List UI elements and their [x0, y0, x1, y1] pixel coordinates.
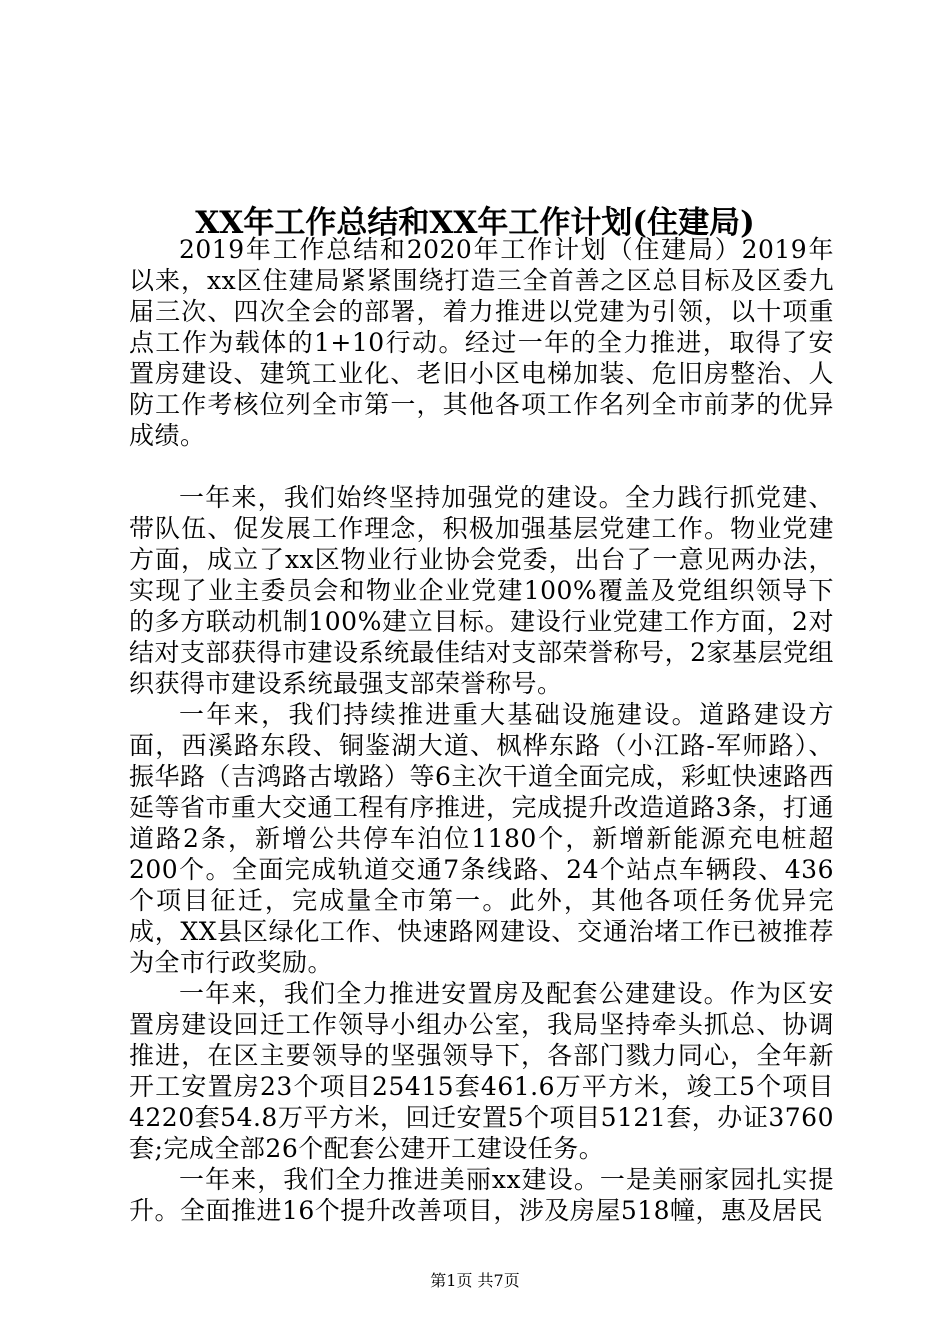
paragraph-beautiful-district: 一年来，我们全力推进美丽xx建设。一是美丽家园扎实提升。全面推进16个提升改善项目，涉及房屋518幢，惠及居民	[129, 1165, 834, 1225]
paragraph-party-building: 一年来，我们始终坚持加强党的建设。全力践行抓党建、带队伍、促发展工作理念，积极加强基层党建工作。物业党建方面，成立了xx区物业行业协会党委，出台了一意见两办法，实现了业主委员会和物业企业党建100%覆盖及党组织领导下的多方联动机制100%建立目标。建设行业党建工作方面，2对结对支部获得市建设系统最佳结对支部荣誉称号，2家基层党组织获得市建设系统最强支部荣誉称号。	[129, 483, 834, 698]
document-body	[129, 234, 834, 1226]
document-title: XX年工作总结和XX年工作计划(住建局)	[195, 204, 755, 241]
paragraph-infrastructure: 一年来，我们持续推进重大基础设施建设。道路建设方面，西溪路东段、铜鉴湖大道、枫桦东路（小江路-军师路）、振华路（吉鸿路古墩路）等6主次干道全面完成，彩虹快速路西延等省市重大交通工程有序推进，完成提升改造道路3条，打通道路2条，新增公共停车泊位1180个，新增新能源充电桩超200个。全面完成轨道交通7条线路、24个站点车辆段、436个项目征迁，完成量全市第一。此外，其他各项任务优异完成，XX县区绿化工作、快速路网建设、交通治堵工作已被推荐为全市行政奖励。	[129, 700, 834, 977]
page-number-footer: 第1页 共7页	[430, 1271, 520, 1290]
paragraph-resettlement-housing: 一年来，我们全力推进安置房及配套公建建设。作为区安置房建设回迁工作领导小组办公室，我局坚持牵头抓总、协调推进，在区主要领导的坚强领导下，各部门戮力同心，全年新开工安置房23个项目25415套461.6万平方米，竣工5个项目4220套54.8万平方米，回迁安置5个项目5121套，办证3760套;完成全部26个配套公建开工建设任务。	[129, 979, 834, 1163]
paragraph-intro: 2019年工作总结和2020年工作计划（住建局）2019年以来，xx区住建局紧紧围绕打造三全首善之区总目标及区委九届三次、四次全会的部署，着力推进以党建为引领，以十项重点工作为载体的1+10行动。经过一年的全力推进，取得了安置房建设、建筑工业化、老旧小区电梯加装、危旧房整治、人防工作考核位列全市第一，其他各项工作名列全市前茅的优异成绩。	[129, 235, 834, 450]
